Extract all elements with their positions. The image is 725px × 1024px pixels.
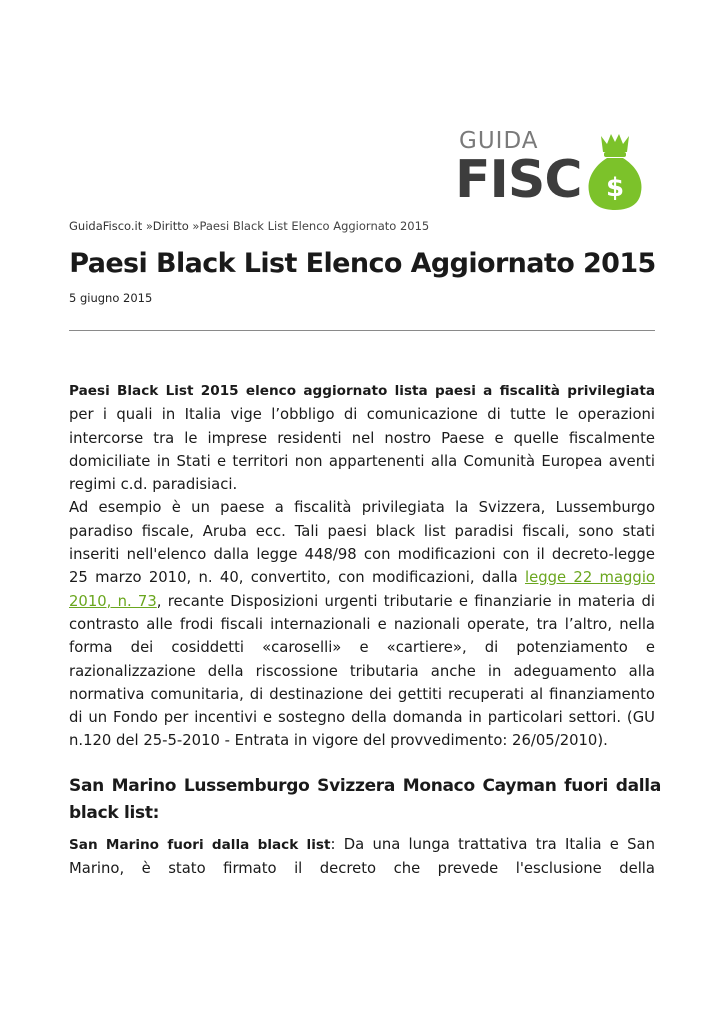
article-body	[69, 379, 655, 753]
logo-coin-symbol: $	[605, 173, 625, 203]
intro-paragraph	[69, 379, 655, 496]
section-heading: San Marino Lussemburgo Svizzera Monaco Cayman fuori dalla black list:	[69, 776, 661, 823]
intro-text: per i quali in Italia vige l’obbligo di comunicazione di tutte le operazioni intercorse tra le imprese residenti nel nostro Paese e quelle fiscalmente domiciliate in Stati e territori non appartenenti alla Comunità Europea aventi regimi c.d. paradisiaci.	[69, 406, 655, 494]
example-paragraph	[69, 496, 655, 752]
divider	[69, 330, 655, 331]
breadcrumb-separator: »	[188, 219, 200, 233]
money-bag-icon	[587, 130, 643, 212]
san-marino-paragraph	[69, 833, 655, 881]
guidafisco-logo[interactable]	[455, 128, 645, 218]
example-text-b: , recante Disposizioni urgenti tributarie e finanziarie in materia di contrasto alle frodi fiscali internazionali e nazionali operate, tra l’altro, nella forma dei cosiddetti «caroselli» e «cartiere», di potenziamento e razionalizzazione della riscossione tributaria anche in adeguamento alla normativa comunitaria, di destinazione dei gettiti recuperati al finanziamento di un Fondo per incentivi e sostegno della domanda in particolari settori. (GU n.120 del 25-5-2010 - Entrata in vigore del provvedimento: 26/05/2010).	[69, 592, 655, 750]
logo-fisc-text: FISC	[455, 150, 582, 210]
law-link[interactable]: legge 22 maggio 2010, n. 73	[69, 569, 655, 610]
san-marino-bold-text: San Marino fuori dalla black list	[69, 837, 331, 853]
breadcrumb-separator: »	[142, 219, 153, 233]
breadcrumb	[69, 219, 429, 233]
san-marino-text: : Da una lunga trattativa tra Italia e San Marino, è stato firmato il decreto che prevede l'esclusione della	[69, 836, 655, 878]
page-title: Paesi Black List Elenco Aggiornato 2015	[69, 248, 656, 279]
intro-bold-text: Paesi Black List 2015 elenco aggiornato lista paesi a fiscalità privilegiata	[69, 383, 655, 399]
breadcrumb-section-link[interactable]: Diritto	[152, 219, 189, 233]
publish-date: 5 giugno 2015	[69, 291, 153, 305]
breadcrumb-home-link[interactable]: GuidaFisco.it	[69, 219, 143, 233]
logo-guida-text: GUIDA	[459, 128, 539, 154]
example-text-a: Ad esempio è un paese a fiscalità privilegiata la Svizzera, Lussemburgo paradiso fiscale, Aruba ecc. Tali paesi black list paradisi fiscali, sono stati inseriti nell'elenco dalla legge 448/98 con modificazioni con il decreto-legge 25 marzo 2010, n. 40, convertito, con modificazioni, dalla	[69, 499, 655, 587]
breadcrumb-current: Paesi Black List Elenco Aggiornato 2015	[199, 219, 430, 233]
